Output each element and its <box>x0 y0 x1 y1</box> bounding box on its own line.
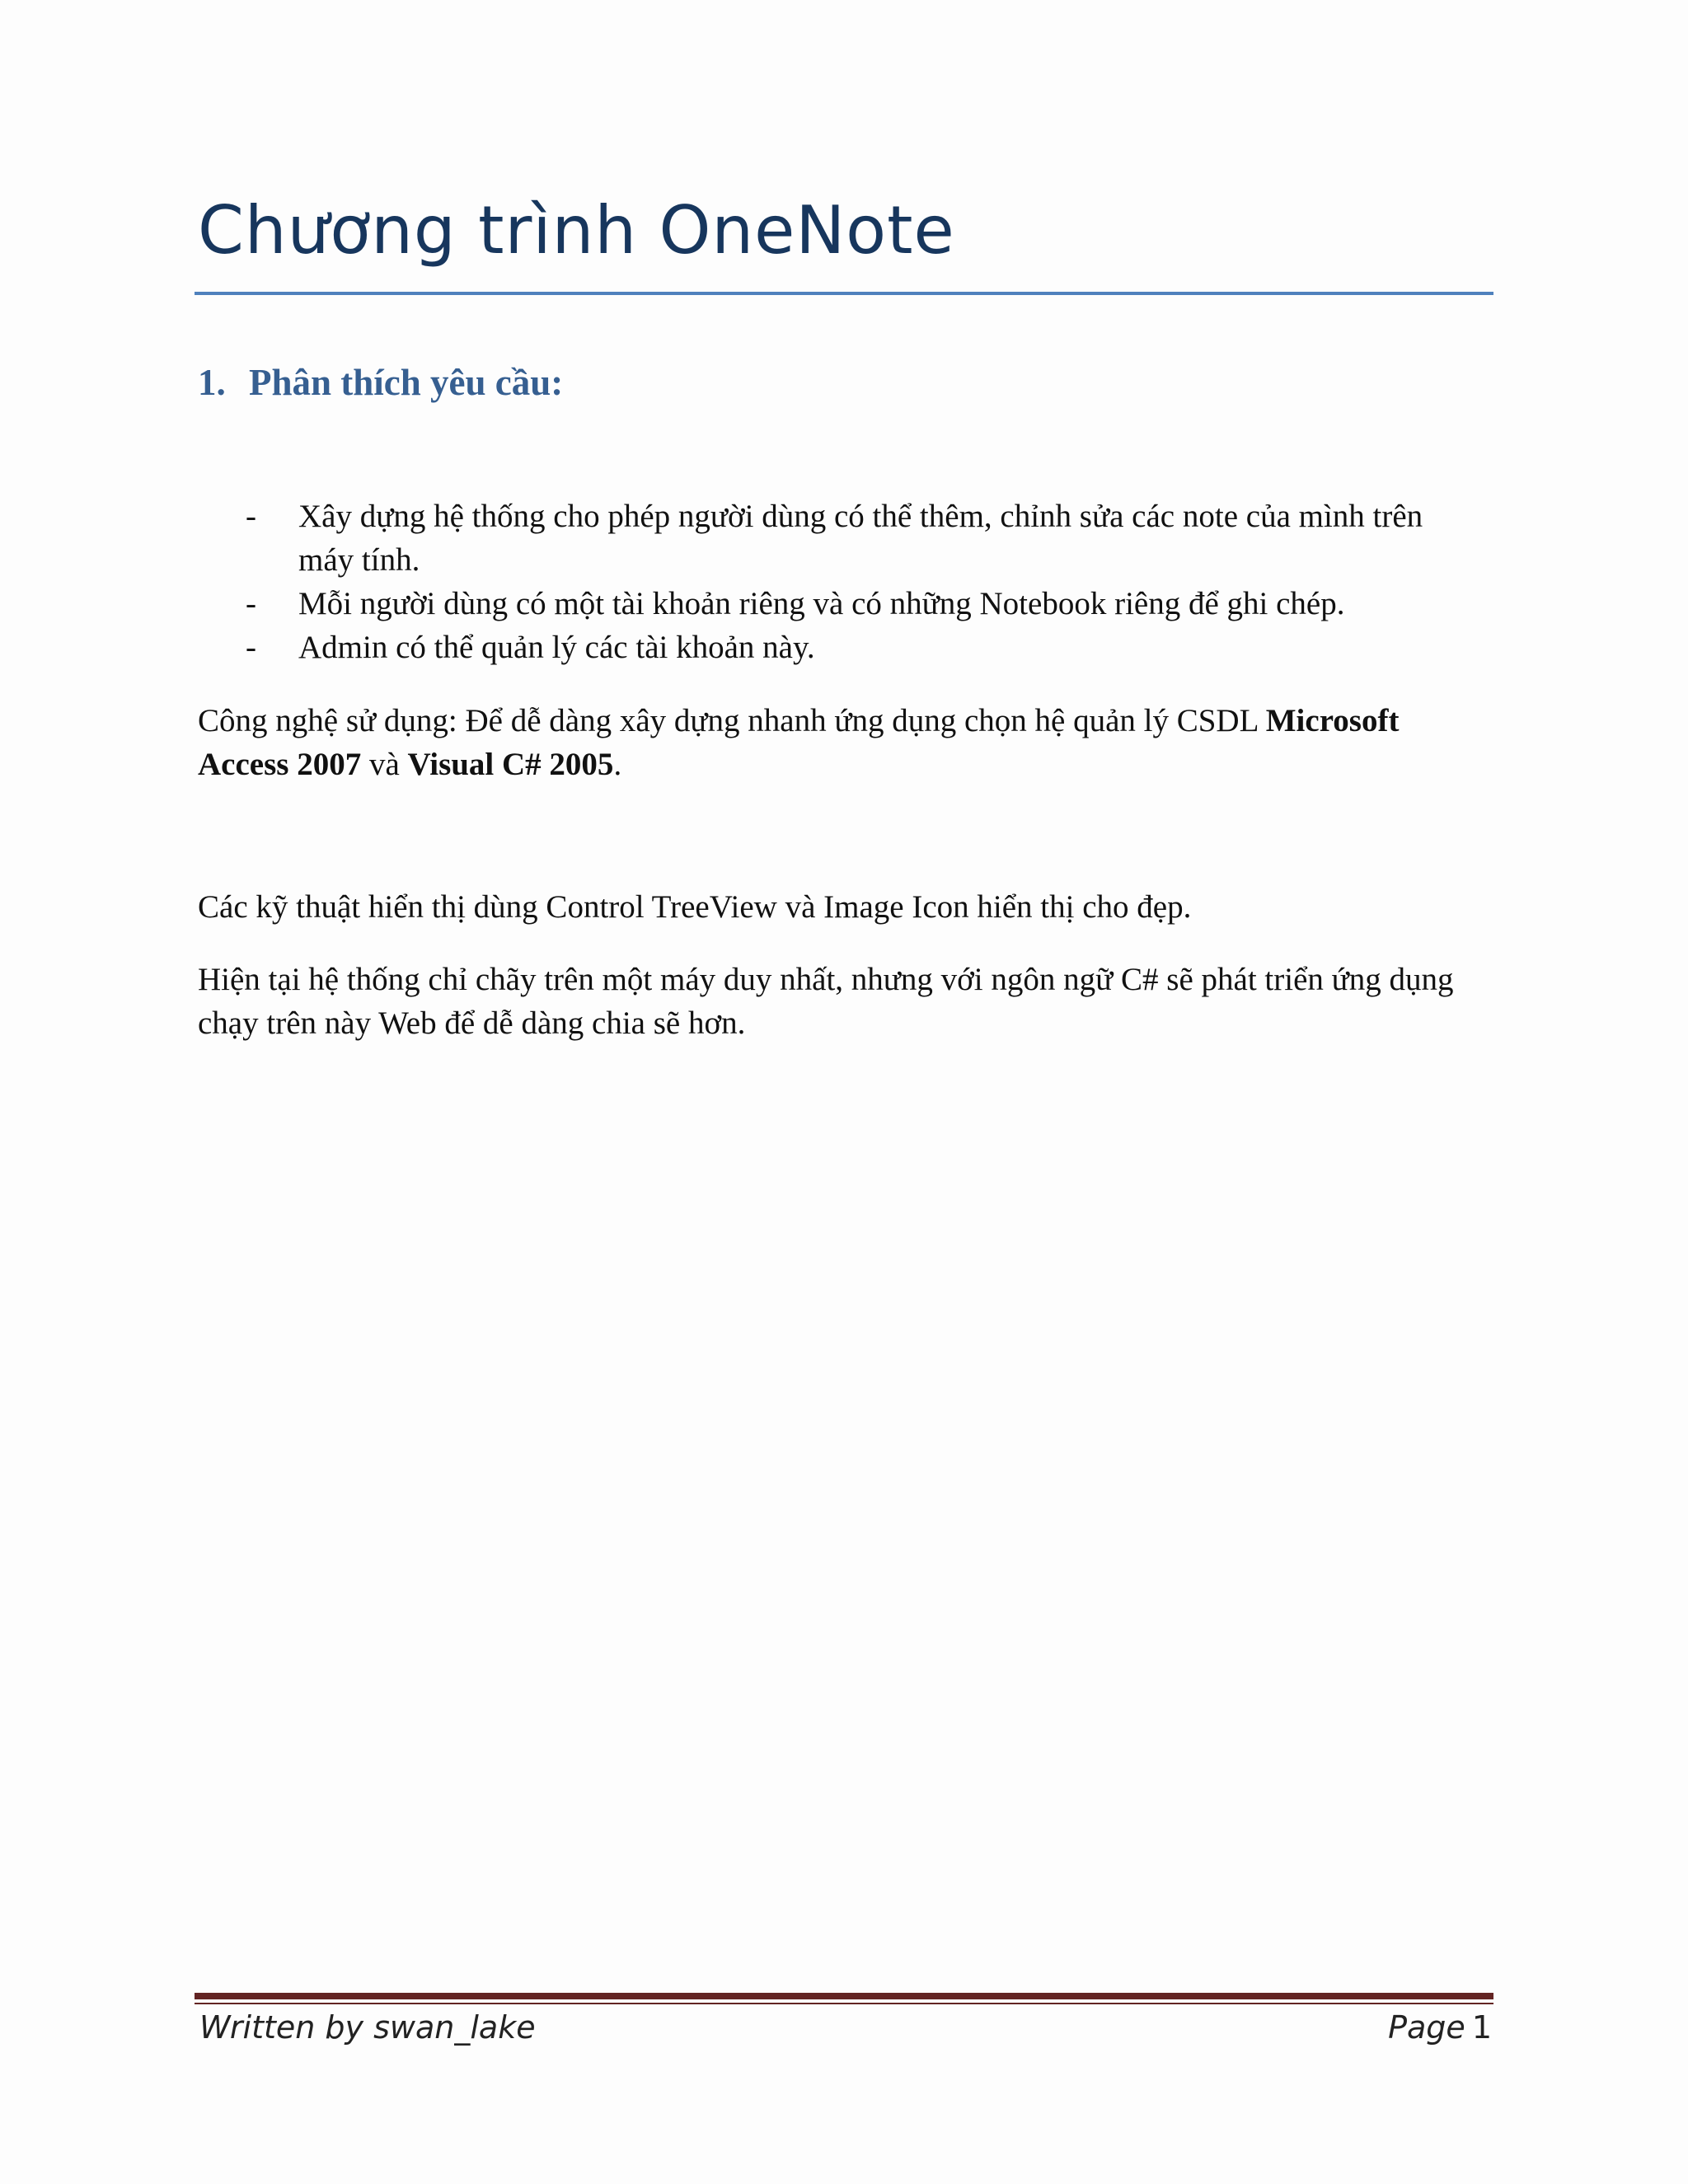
list-item <box>246 626 1465 669</box>
page-label: Page <box>1388 2009 1465 2046</box>
technology-intro: Công nghệ sử dụng: Để dễ dàng xây dựng nhanh ứng dụng chọn hệ quản lý CSDL <box>198 703 1266 738</box>
bullet-dash: - <box>246 499 256 534</box>
technology-conjunction: và <box>361 747 408 782</box>
page-title: Chương trình OneNote <box>198 192 955 269</box>
list-item <box>246 494 1465 582</box>
page-number: 1 <box>1471 2009 1492 2046</box>
list-item-text: Mỗi người dùng có một tài khoản riêng và có những Notebook riêng để ghi chép. <box>298 586 1345 621</box>
technology-end: . <box>613 747 622 782</box>
list-item-text: Xây dựng hệ thống cho phép người dùng có thể thêm, chỉnh sửa các note của mình trên máy tính. <box>298 499 1423 578</box>
section-heading <box>198 361 563 404</box>
section-number: 1. <box>198 362 226 403</box>
bullet-dash: - <box>246 630 256 665</box>
display-paragraph: Các kỹ thuật hiển thị dùng Control TreeView và Image Icon hiển thị cho đẹp. <box>198 889 1192 925</box>
technology-paragraph <box>198 699 1484 786</box>
footer-page <box>1388 2009 1492 2046</box>
list-item <box>246 582 1465 626</box>
current-status-paragraph: Hiện tại hệ thống chỉ chãy trên một máy duy nhất, nhưng với ngôn ngữ C# sẽ phát triển ứng dụng chạy trên này Web để dễ dàng chia sẽ hơn. <box>198 962 1454 1041</box>
title-divider <box>195 292 1493 295</box>
language-name: Visual C# 2005 <box>407 747 614 782</box>
database-name: Microsoft Access 2007 <box>198 703 1400 782</box>
footer-divider-thin <box>195 2003 1493 2004</box>
requirements-list <box>246 494 1465 669</box>
list-item-text: Admin có thể quản lý các tài khoản này. <box>298 630 815 665</box>
footer-divider <box>195 1993 1493 1999</box>
footer-author: Written by swan_lake <box>199 2009 536 2046</box>
section-title: Phân thích yêu cầu: <box>249 362 564 403</box>
bullet-dash: - <box>246 586 256 621</box>
